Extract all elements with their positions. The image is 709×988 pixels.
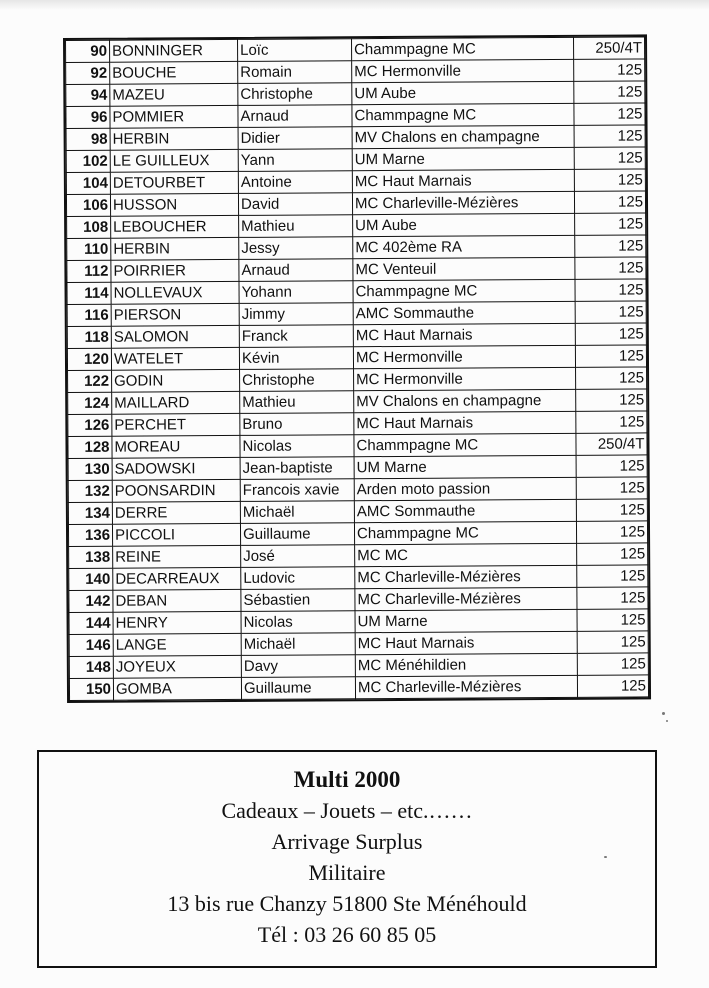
last-name-cell: SADOWSKI [112, 457, 240, 480]
first-name-cell: Arnaud [238, 105, 352, 128]
club-cell: MV Chalons en champagne [352, 125, 574, 148]
club-cell: UM Marne [352, 147, 574, 170]
last-name-cell: WATELET [111, 347, 239, 370]
class-cell: 125 [577, 631, 648, 653]
first-name-cell: Nicolas [241, 611, 355, 634]
race-number-cell: 124 [68, 392, 112, 414]
last-name-cell: HERBIN [110, 127, 238, 150]
club-cell: UM Marne [355, 609, 577, 632]
race-number-cell: 122 [68, 370, 112, 392]
club-cell: MC 402ème RA [353, 235, 575, 258]
class-cell: 125 [575, 323, 646, 345]
first-name-cell: Jessy [239, 237, 353, 260]
club-cell: AMC Sommauthe [353, 301, 575, 324]
class-cell: 125 [574, 191, 645, 213]
first-name-cell: Christophe [238, 83, 352, 106]
club-cell: UM Aube [352, 81, 574, 104]
class-cell: 125 [574, 81, 645, 103]
last-name-cell: POIRRIER [111, 259, 239, 282]
last-name-cell: GOMBA [113, 677, 241, 700]
last-name-cell: SALOMON [111, 325, 239, 348]
class-cell: 125 [577, 609, 648, 631]
first-name-cell: Michaël [241, 633, 355, 656]
first-name-cell: Mathieu [239, 215, 353, 238]
class-cell: 125 [574, 103, 645, 125]
table-row [69, 675, 648, 701]
last-name-cell: HUSSON [110, 193, 238, 216]
last-name-cell: MOREAU [112, 435, 240, 458]
class-cell: 125 [574, 59, 645, 81]
class-cell: 125 [577, 543, 648, 565]
last-name-cell: POMMIER [110, 105, 238, 128]
race-number-cell: 104 [66, 172, 110, 194]
last-name-cell: PIERSON [111, 303, 239, 326]
last-name-cell: NOLLEVAUX [111, 281, 239, 304]
first-name-cell: Michaël [240, 501, 354, 524]
club-cell: MC Charleville-Mézières [355, 587, 577, 610]
first-name-cell: Yann [238, 149, 352, 172]
first-name-cell: Loïc [238, 39, 352, 62]
last-name-cell: MAZEU [110, 83, 238, 106]
last-name-cell: BONNINGER [110, 39, 238, 62]
race-number-cell: 132 [68, 480, 112, 502]
last-name-cell: BOUCHE [110, 61, 238, 84]
race-number-cell: 90 [66, 40, 110, 62]
club-cell: UM Marne [354, 455, 576, 478]
club-cell: MC Charleville-Mézières [352, 191, 574, 214]
class-cell: 125 [577, 675, 648, 697]
class-cell: 125 [576, 367, 647, 389]
class-cell: 125 [576, 499, 647, 521]
race-number-cell: 120 [67, 348, 111, 370]
first-name-cell: Nicolas [240, 435, 354, 458]
race-number-cell: 118 [67, 326, 111, 348]
race-number-cell: 148 [69, 656, 113, 678]
race-number-cell: 106 [66, 194, 110, 216]
club-cell: MC Charleville-Mézières [355, 565, 577, 588]
first-name-cell: Sébastien [241, 589, 355, 612]
race-number-cell: 114 [67, 282, 111, 304]
last-name-cell: POONSARDIN [112, 479, 240, 502]
club-cell: Chammpagne MC [354, 521, 576, 544]
last-name-cell: DERRE [112, 501, 240, 524]
last-name-cell: PERCHET [112, 413, 240, 436]
club-cell: MC Haut Marnais [353, 323, 575, 346]
first-name-cell: Jimmy [239, 303, 353, 326]
race-number-cell: 150 [69, 678, 113, 700]
club-cell: MC Charleville-Mézières [355, 675, 577, 698]
club-cell: Chammpagne MC [353, 279, 575, 302]
first-name-cell: Guillaume [241, 677, 355, 700]
race-number-cell: 146 [69, 634, 113, 656]
advertisement-box [37, 750, 657, 968]
last-name-cell: HENRY [113, 611, 241, 634]
first-name-cell: Guillaume [240, 523, 354, 546]
race-number-cell: 116 [67, 304, 111, 326]
first-name-cell: Antoine [238, 171, 352, 194]
last-name-cell: DETOURBET [110, 171, 238, 194]
club-cell: Chammpagne MC [352, 103, 574, 126]
class-cell: 125 [575, 257, 646, 279]
scan-edge [0, 0, 709, 10]
club-cell: MC Hermonville [352, 59, 574, 82]
club-cell: MC Haut Marnais [352, 169, 574, 192]
scan-speck [662, 712, 665, 715]
club-cell: MC Hermonville [354, 367, 576, 390]
class-cell: 125 [575, 235, 646, 257]
club-cell: Arden moto passion [354, 477, 576, 500]
club-cell: MV Chalons en champagne [354, 389, 576, 412]
race-number-cell: 128 [68, 436, 112, 458]
club-cell: Chammpagne MC [354, 433, 576, 456]
class-cell: 125 [576, 521, 647, 543]
class-cell: 250/4T [574, 37, 645, 59]
race-number-cell: 130 [68, 458, 112, 480]
class-cell: 125 [574, 147, 645, 169]
race-number-cell: 98 [66, 128, 110, 150]
first-name-cell: David [238, 193, 352, 216]
first-name-cell: Francois xavie [240, 479, 354, 502]
club-cell: UM Aube [353, 213, 575, 236]
first-name-cell: Jean-baptiste [240, 457, 354, 480]
first-name-cell: Ludovic [241, 567, 355, 590]
last-name-cell: JOYEUX [113, 655, 241, 678]
last-name-cell: DECARREAUX [113, 567, 241, 590]
class-cell: 125 [577, 653, 648, 675]
first-name-cell: Mathieu [240, 391, 354, 414]
club-cell: AMC Sommauthe [354, 499, 576, 522]
race-number-cell: 134 [68, 502, 112, 524]
ad-title: Multi 2000 [293, 767, 401, 792]
club-cell: MC Haut Marnais [355, 631, 577, 654]
ad-phone: Tél : 03 26 60 85 05 [257, 922, 437, 947]
class-cell: 125 [576, 411, 647, 433]
race-number-cell: 144 [69, 612, 113, 634]
race-number-cell: 94 [66, 84, 110, 106]
first-name-cell: Arnaud [239, 259, 353, 282]
first-name-cell: Yohann [239, 281, 353, 304]
club-cell: Chammpagne MC [352, 37, 574, 60]
last-name-cell: DEBAN [113, 589, 241, 612]
entries-table [65, 36, 649, 701]
club-cell: MC MC [355, 543, 577, 566]
first-name-cell: Romain [238, 61, 352, 84]
first-name-cell: Davy [241, 655, 355, 678]
race-number-cell: 138 [69, 546, 113, 568]
ad-line-arrivage: Arrivage Surplus [271, 829, 423, 854]
first-name-cell: José [241, 545, 355, 568]
class-cell: 125 [575, 279, 646, 301]
club-cell: MC Ménéhildien [355, 653, 577, 676]
race-number-cell: 142 [69, 590, 113, 612]
scan-speck [604, 856, 607, 858]
first-name-cell: Christophe [240, 369, 354, 392]
first-name-cell: Franck [239, 325, 353, 348]
class-cell: 125 [575, 301, 646, 323]
race-number-cell: 92 [66, 62, 110, 84]
race-number-cell: 96 [66, 106, 110, 128]
last-name-cell: HERBIN [111, 237, 239, 260]
last-name-cell: LANGE [113, 633, 241, 656]
last-name-cell: MAILLARD [112, 391, 240, 414]
first-name-cell: Bruno [240, 413, 354, 436]
race-number-cell: 102 [66, 150, 110, 172]
club-cell: MC Haut Marnais [354, 411, 576, 434]
race-number-cell: 126 [68, 414, 112, 436]
class-cell: 125 [576, 477, 647, 499]
class-cell: 125 [576, 455, 647, 477]
first-name-cell: Didier [238, 127, 352, 150]
first-name-cell: Kévin [239, 347, 353, 370]
race-number-cell: 110 [67, 238, 111, 260]
race-number-cell: 136 [68, 524, 112, 546]
club-cell: MC Hermonville [353, 345, 575, 368]
class-cell: 125 [574, 169, 645, 191]
ad-address: 13 bis rue Chanzy 51800 Ste Ménéhould [167, 891, 527, 916]
last-name-cell: LEBOUCHER [111, 215, 239, 238]
last-name-cell: LE GUILLEUX [110, 149, 238, 172]
class-cell: 125 [577, 587, 648, 609]
class-cell: 125 [577, 565, 648, 587]
club-cell: MC Venteuil [353, 257, 575, 280]
class-cell: 125 [574, 125, 645, 147]
race-number-cell: 112 [67, 260, 111, 282]
class-cell: 125 [576, 389, 647, 411]
class-cell: 125 [575, 213, 646, 235]
ad-line-products: Cadeaux – Jouets – etc.…… [221, 798, 473, 823]
last-name-cell: REINE [113, 545, 241, 568]
ad-line-militaire: Militaire [308, 860, 386, 885]
race-number-cell: 140 [69, 568, 113, 590]
entries-body [66, 37, 649, 701]
last-name-cell: PICCOLI [112, 523, 240, 546]
scan-speck [666, 720, 668, 722]
last-name-cell: GODIN [112, 369, 240, 392]
entry-list-table [63, 34, 651, 703]
race-number-cell: 108 [67, 216, 111, 238]
class-cell: 125 [575, 345, 646, 367]
class-cell: 250/4T [576, 433, 647, 455]
